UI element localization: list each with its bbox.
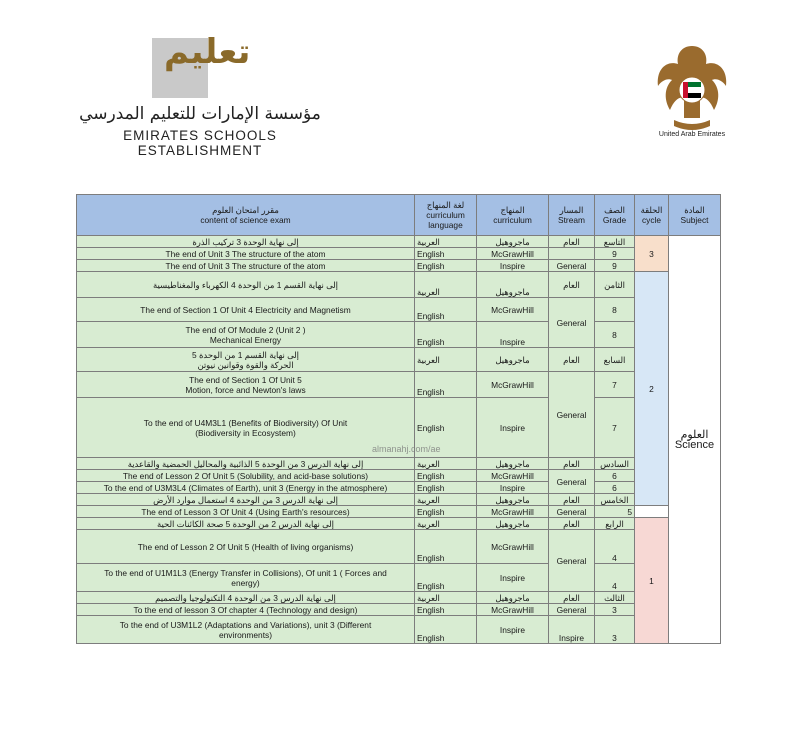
stream-cell: General <box>549 298 595 348</box>
content-cell: The end of Section 1 Of Unit 4 Electricity and Magnetism <box>77 298 415 322</box>
curriculum-cell: Inspire <box>477 482 549 494</box>
language-cell: English <box>415 616 477 644</box>
language-cell: English <box>415 260 477 272</box>
header-content: مقرر امتحان العلوم content of science exam <box>77 195 415 236</box>
language-cell: English <box>415 470 477 482</box>
curriculum-cell: Inspire <box>477 322 549 348</box>
content-cell: The end of Unit 3 The structure of the atom <box>77 248 415 260</box>
header-grade: الصف Grade <box>595 195 635 236</box>
stream-cell: العام <box>549 518 595 530</box>
curriculum-cell: ماجروهيل <box>477 272 549 298</box>
curriculum-cell: McGrawHill <box>477 604 549 616</box>
stream-cell: العام <box>549 236 595 248</box>
table-row <box>77 322 721 348</box>
grade-cell: 8 <box>595 298 635 322</box>
content-cell: To the end of U3M3L4 (Climates of Earth), unit 3 (Energy in the atmosphere) <box>77 482 415 494</box>
table-row <box>77 604 721 616</box>
table-row <box>77 506 721 518</box>
language-cell: English <box>415 398 477 458</box>
content-cell: To the end of lesson 3 Of chapter 4 (Technology and design) <box>77 604 415 616</box>
grade-cell: 5 <box>595 506 635 518</box>
stream-cell: العام <box>549 494 595 506</box>
grade-cell: 3 <box>595 616 635 644</box>
grade-cell: 9 <box>595 260 635 272</box>
table-row <box>77 494 721 506</box>
table-row <box>77 482 721 494</box>
grade-cell: الثالث <box>595 592 635 604</box>
table-row <box>77 248 721 260</box>
language-cell: العربية <box>415 494 477 506</box>
stream-cell: General <box>549 372 595 458</box>
ese-logo-mark: تعليم <box>152 32 226 100</box>
curriculum-cell: ماجروهيل <box>477 494 549 506</box>
grade-cell: 6 <box>595 482 635 494</box>
language-cell: English <box>415 298 477 322</box>
content-cell: إلى نهاية الدرس 3 من الوحدة 4 استعمال موارد الأرض <box>77 494 415 506</box>
header-stream: المسار Stream <box>549 195 595 236</box>
stream-cell: Inspire <box>549 616 595 644</box>
content-cell: The end of Of Module 2 (Unit 2 ) Mechanical Energy <box>77 322 415 348</box>
grade-cell: الرابع <box>595 518 635 530</box>
language-cell: English <box>415 322 477 348</box>
language-cell: English <box>415 530 477 564</box>
org-name-english: EMIRATES SCHOOLS ESTABLISHMENT <box>123 128 277 158</box>
table-row <box>77 272 721 298</box>
language-cell: العربية <box>415 272 477 298</box>
language-cell: English <box>415 248 477 260</box>
curriculum-cell: ماجروهيل <box>477 592 549 604</box>
table-row <box>77 372 721 398</box>
grade-cell: 8 <box>595 322 635 348</box>
content-cell: The end of Unit 3 The structure of the atom <box>77 260 415 272</box>
uae-emblem <box>652 40 732 140</box>
content-cell: إلى نهاية الوحدة 3 تركيب الذرة <box>77 236 415 248</box>
table-row <box>77 298 721 322</box>
grade-cell: السادس <box>595 458 635 470</box>
cycle-cell: 1 <box>635 518 669 644</box>
content-cell: To the end of U3M1L2 (Adaptations and Variations), unit 3 (Different environments) <box>77 616 415 644</box>
header-language: لغة المنهاج curriculum language <box>415 195 477 236</box>
table-row <box>77 530 721 564</box>
language-cell: العربية <box>415 592 477 604</box>
content-cell: إلى نهاية الدرس 3 من الوحدة 5 الذائبية والمحاليل الحمضية والقاعدية <box>77 458 415 470</box>
language-cell: العربية <box>415 518 477 530</box>
stream-cell <box>549 248 595 260</box>
table-row <box>77 260 721 272</box>
curriculum-cell: ماجروهيل <box>477 236 549 248</box>
curriculum-cell: ماجروهيل <box>477 348 549 372</box>
curriculum-cell: Inspire <box>477 564 549 592</box>
language-cell: العربية <box>415 458 477 470</box>
ese-logo <box>70 28 330 158</box>
stream-cell: General <box>549 604 595 616</box>
curriculum-cell: McGrawHill <box>477 298 549 322</box>
table-row <box>77 592 721 604</box>
header-cycle: الحلقة cycle <box>635 195 669 236</box>
stream-cell: العام <box>549 272 595 298</box>
content-cell: إلى نهاية القسم 1 من الوحدة 5 الحركة والقوة وقوانين نيوتن <box>77 348 415 372</box>
stream-cell: General <box>549 506 595 518</box>
grade-cell: الثامن <box>595 272 635 298</box>
content-cell: To the end of U4M3L1 (Benefits of Biodiversity) Of Unit (Biodiversity in Ecosystem) <box>77 398 415 458</box>
stream-cell: العام <box>549 592 595 604</box>
content-cell: The end of Lesson 2 Of Unit 5 (Health of living organisms) <box>77 530 415 564</box>
table-row <box>77 616 721 644</box>
content-cell: إلى نهاية الدرس 2 من الوحدة 5 صحة الكائنات الحية <box>77 518 415 530</box>
header-curriculum: المنهاج curriculum <box>477 195 549 236</box>
language-cell: English <box>415 506 477 518</box>
content-cell: The end of Section 1 Of Unit 5 Motion, force and Newton's laws <box>77 372 415 398</box>
table-row <box>77 236 721 248</box>
curriculum-cell: Inspire <box>477 260 549 272</box>
table-row <box>77 470 721 482</box>
grade-cell: 3 <box>595 604 635 616</box>
grade-cell: السابع <box>595 348 635 372</box>
curriculum-cell: ماجروهيل <box>477 458 549 470</box>
language-cell: العربية <box>415 348 477 372</box>
grade-cell: الخامس <box>595 494 635 506</box>
cycle-cell: 2 <box>635 272 669 506</box>
language-cell: English <box>415 372 477 398</box>
grade-cell: 7 <box>595 372 635 398</box>
content-cell: To the end of U1M1L3 (Energy Transfer in Collisions), Of unit 1 ( Forces and energy) <box>77 564 415 592</box>
curriculum-cell: McGrawHill <box>477 530 549 564</box>
grade-cell: 7 <box>595 398 635 458</box>
emblem-caption: United Arab Emirates <box>658 131 726 138</box>
table-row <box>77 518 721 530</box>
curriculum-cell: Inspire <box>477 398 549 458</box>
curriculum-cell: McGrawHill <box>477 470 549 482</box>
grade-cell: 6 <box>595 470 635 482</box>
curriculum-cell: McGrawHill <box>477 248 549 260</box>
table-row <box>77 564 721 592</box>
grade-cell: التاسع <box>595 236 635 248</box>
stream-cell: General <box>549 470 595 494</box>
curriculum-cell: McGrawHill <box>477 506 549 518</box>
header-subject: المادة Subject <box>669 195 721 236</box>
content-cell: The end of Lesson 2 Of Unit 5 (Solubility, and acid-base solutions) <box>77 470 415 482</box>
table-row <box>77 348 721 372</box>
table-row <box>77 458 721 470</box>
grade-cell: 4 <box>595 530 635 564</box>
cycle-cell: 3 <box>635 236 669 272</box>
language-cell: العربية <box>415 236 477 248</box>
subject-cell: العلوم Science <box>669 236 721 644</box>
stream-cell: General <box>549 530 595 592</box>
stream-cell: العام <box>549 348 595 372</box>
content-cell: إلى نهاية القسم 1 من الوحدة 4 الكهرباء والمغناطيسية <box>77 272 415 298</box>
content-cell: إلى نهاية الدرس 3 من الوحدة 4 التكنولوجيا والتصميم <box>77 592 415 604</box>
language-cell: English <box>415 564 477 592</box>
curriculum-cell: ماجروهيل <box>477 518 549 530</box>
language-cell: English <box>415 482 477 494</box>
grade-cell: 9 <box>595 248 635 260</box>
watermark: almanahj.com/ae <box>372 444 441 454</box>
science-exam-table <box>76 194 721 644</box>
language-cell: English <box>415 604 477 616</box>
curriculum-cell: McGrawHill <box>477 372 549 398</box>
curriculum-cell: Inspire <box>477 616 549 644</box>
stream-cell: العام <box>549 458 595 470</box>
stream-cell: General <box>549 260 595 272</box>
grade-cell: 4 <box>595 564 635 592</box>
content-cell: The end of Lesson 3 Of Unit 4 (Using Earth's resources) <box>77 506 415 518</box>
org-name-arabic: مؤسسة الإمارات للتعليم المدرسي <box>79 104 321 124</box>
